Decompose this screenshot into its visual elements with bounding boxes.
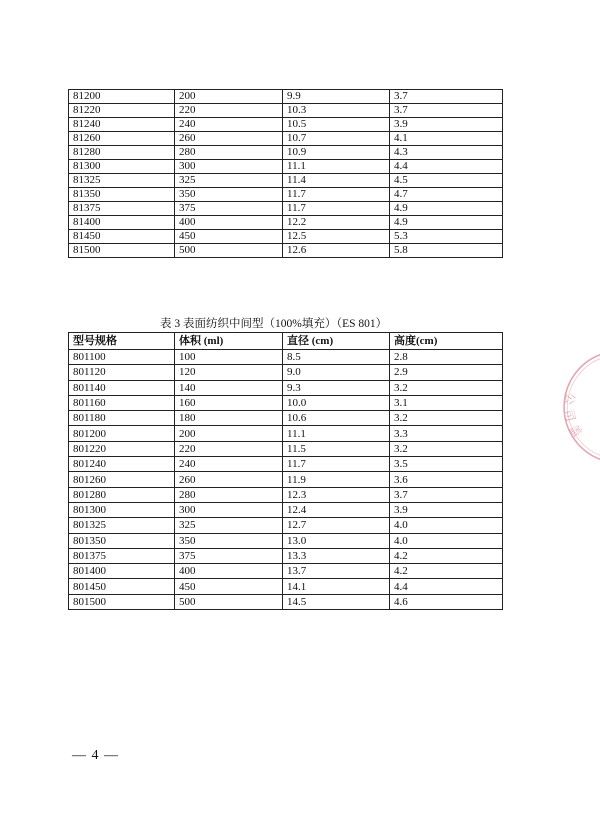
cell-height: 3.2 <box>390 380 503 395</box>
table-row <box>69 564 503 579</box>
table-row <box>69 594 503 609</box>
cell-diameter: 12.2 <box>283 216 390 230</box>
header-model: 型号规格 <box>69 333 175 350</box>
cell-volume: 450 <box>175 230 283 244</box>
cell-diameter: 10.5 <box>283 118 390 132</box>
table-row <box>69 457 503 472</box>
cell-volume: 180 <box>175 411 283 426</box>
table-row <box>69 188 503 202</box>
table-row <box>69 350 503 365</box>
cell-height: 3.2 <box>390 441 503 456</box>
cell-height: 3.1 <box>390 395 503 410</box>
cell-volume: 160 <box>175 395 283 410</box>
cell-model: 81260 <box>69 132 175 146</box>
cell-model: 801280 <box>69 487 175 502</box>
table-row <box>69 132 503 146</box>
cell-volume: 350 <box>175 533 283 548</box>
cell-height: 4.0 <box>390 518 503 533</box>
cell-diameter: 11.5 <box>283 441 390 456</box>
page-number: — 4 — <box>72 748 119 763</box>
cell-height: 3.9 <box>390 118 503 132</box>
cell-height: 3.9 <box>390 502 503 517</box>
cell-volume: 200 <box>175 426 283 441</box>
table-row <box>69 90 503 104</box>
header-volume: 体积 (ml) <box>175 333 283 350</box>
cell-volume: 350 <box>175 188 283 202</box>
cell-model: 81450 <box>69 230 175 244</box>
cell-height: 4.5 <box>390 174 503 188</box>
cell-model: 81350 <box>69 188 175 202</box>
cell-diameter: 9.0 <box>283 365 390 380</box>
cell-height: 4.1 <box>390 132 503 146</box>
table-row <box>69 395 503 410</box>
cell-diameter: 13.0 <box>283 533 390 548</box>
table-row <box>69 533 503 548</box>
table-row <box>69 502 503 517</box>
header-height: 高度(cm) <box>390 333 503 350</box>
cell-volume: 500 <box>175 594 283 609</box>
cell-volume: 260 <box>175 132 283 146</box>
cell-height: 3.6 <box>390 472 503 487</box>
cell-model: 801240 <box>69 457 175 472</box>
table-body <box>69 350 503 610</box>
cell-diameter: 12.4 <box>283 502 390 517</box>
cell-height: 4.9 <box>390 216 503 230</box>
cell-height: 4.2 <box>390 548 503 563</box>
table-row <box>69 411 503 426</box>
cell-model: 801260 <box>69 472 175 487</box>
cell-model: 801140 <box>69 380 175 395</box>
table-row <box>69 104 503 118</box>
cell-height: 3.7 <box>390 487 503 502</box>
cell-height: 3.7 <box>390 90 503 104</box>
cell-volume: 140 <box>175 380 283 395</box>
cell-height: 4.9 <box>390 202 503 216</box>
cell-model: 801220 <box>69 441 175 456</box>
table-row <box>69 230 503 244</box>
cell-volume: 325 <box>175 174 283 188</box>
cell-volume: 240 <box>175 118 283 132</box>
svg-text:公司盖 <box>561 392 588 445</box>
cell-height: 4.3 <box>390 146 503 160</box>
cell-diameter: 10.6 <box>283 411 390 426</box>
cell-diameter: 11.9 <box>283 472 390 487</box>
cell-volume: 375 <box>175 548 283 563</box>
cell-model: 81280 <box>69 146 175 160</box>
cell-volume: 200 <box>175 90 283 104</box>
table-row <box>69 146 503 160</box>
cell-model: 81200 <box>69 90 175 104</box>
cell-diameter: 10.7 <box>283 132 390 146</box>
cell-diameter: 11.7 <box>283 202 390 216</box>
cell-volume: 240 <box>175 457 283 472</box>
cell-height: 4.0 <box>390 533 503 548</box>
cell-diameter: 10.9 <box>283 146 390 160</box>
cell-diameter: 12.6 <box>283 244 390 258</box>
cell-volume: 400 <box>175 216 283 230</box>
cell-volume: 375 <box>175 202 283 216</box>
cell-model: 801300 <box>69 502 175 517</box>
table-row <box>69 365 503 380</box>
cell-model: 81400 <box>69 216 175 230</box>
cell-volume: 325 <box>175 518 283 533</box>
table-row <box>69 426 503 441</box>
cell-diameter: 11.1 <box>283 160 390 174</box>
cell-diameter: 14.5 <box>283 594 390 609</box>
cell-height: 5.3 <box>390 230 503 244</box>
cell-model: 81325 <box>69 174 175 188</box>
stamp-text: 公司盖 <box>561 392 589 445</box>
cell-diameter: 11.4 <box>283 174 390 188</box>
cell-model: 801200 <box>69 426 175 441</box>
cell-height: 3.3 <box>390 426 503 441</box>
seal-stamp <box>558 352 600 462</box>
cell-height: 4.7 <box>390 188 503 202</box>
cell-height: 2.9 <box>390 365 503 380</box>
cell-model: 81220 <box>69 104 175 118</box>
table-body <box>69 90 503 258</box>
cell-diameter: 14.1 <box>283 579 390 594</box>
table-row <box>69 160 503 174</box>
cell-volume: 280 <box>175 487 283 502</box>
table-row <box>69 472 503 487</box>
cell-diameter: 12.3 <box>283 487 390 502</box>
cell-height: 4.6 <box>390 594 503 609</box>
cell-height: 3.2 <box>390 411 503 426</box>
cell-model: 801450 <box>69 579 175 594</box>
cell-diameter: 13.3 <box>283 548 390 563</box>
cell-model: 801350 <box>69 533 175 548</box>
cell-volume: 500 <box>175 244 283 258</box>
cell-diameter: 9.3 <box>283 380 390 395</box>
table-row <box>69 487 503 502</box>
cell-diameter: 8.5 <box>283 350 390 365</box>
cell-height: 4.2 <box>390 564 503 579</box>
table-row <box>69 548 503 563</box>
cell-model: 81300 <box>69 160 175 174</box>
table-row <box>69 118 503 132</box>
table-row <box>69 216 503 230</box>
header-diameter: 直径 (cm) <box>283 333 390 350</box>
table-row <box>69 244 503 258</box>
cell-diameter: 10.3 <box>283 104 390 118</box>
cell-model: 801180 <box>69 411 175 426</box>
cell-diameter: 12.7 <box>283 518 390 533</box>
cell-diameter: 11.7 <box>283 457 390 472</box>
cell-model: 801120 <box>69 365 175 380</box>
cell-model: 801375 <box>69 548 175 563</box>
table-header-row <box>69 333 503 350</box>
table-row <box>69 579 503 594</box>
cell-height: 4.4 <box>390 160 503 174</box>
cell-volume: 400 <box>175 564 283 579</box>
cell-model: 801100 <box>69 350 175 365</box>
cell-height: 3.7 <box>390 104 503 118</box>
cell-volume: 450 <box>175 579 283 594</box>
cell-model: 81500 <box>69 244 175 258</box>
cell-height: 3.5 <box>390 457 503 472</box>
cell-volume: 300 <box>175 160 283 174</box>
cell-diameter: 10.0 <box>283 395 390 410</box>
cell-diameter: 11.1 <box>283 426 390 441</box>
cell-model: 801160 <box>69 395 175 410</box>
cell-volume: 120 <box>175 365 283 380</box>
table-row <box>69 202 503 216</box>
cell-volume: 220 <box>175 441 283 456</box>
cell-model: 801400 <box>69 564 175 579</box>
cell-diameter: 9.9 <box>283 90 390 104</box>
table-caption: 表 3 表面纺织中间型（100%填充）（ES 801） <box>160 318 388 330</box>
cell-model: 81240 <box>69 118 175 132</box>
cell-diameter: 11.7 <box>283 188 390 202</box>
cell-volume: 300 <box>175 502 283 517</box>
cell-model: 81375 <box>69 202 175 216</box>
cell-volume: 260 <box>175 472 283 487</box>
cell-volume: 280 <box>175 146 283 160</box>
table-continued <box>68 89 503 258</box>
cell-height: 5.8 <box>390 244 503 258</box>
cell-model: 801325 <box>69 518 175 533</box>
table-row <box>69 441 503 456</box>
cell-volume: 100 <box>175 350 283 365</box>
table-es801 <box>68 332 503 610</box>
cell-model: 801500 <box>69 594 175 609</box>
cell-height: 4.4 <box>390 579 503 594</box>
table-row <box>69 174 503 188</box>
table-row <box>69 518 503 533</box>
cell-volume: 220 <box>175 104 283 118</box>
table-row <box>69 380 503 395</box>
cell-diameter: 13.7 <box>283 564 390 579</box>
cell-diameter: 12.5 <box>283 230 390 244</box>
cell-height: 2.8 <box>390 350 503 365</box>
